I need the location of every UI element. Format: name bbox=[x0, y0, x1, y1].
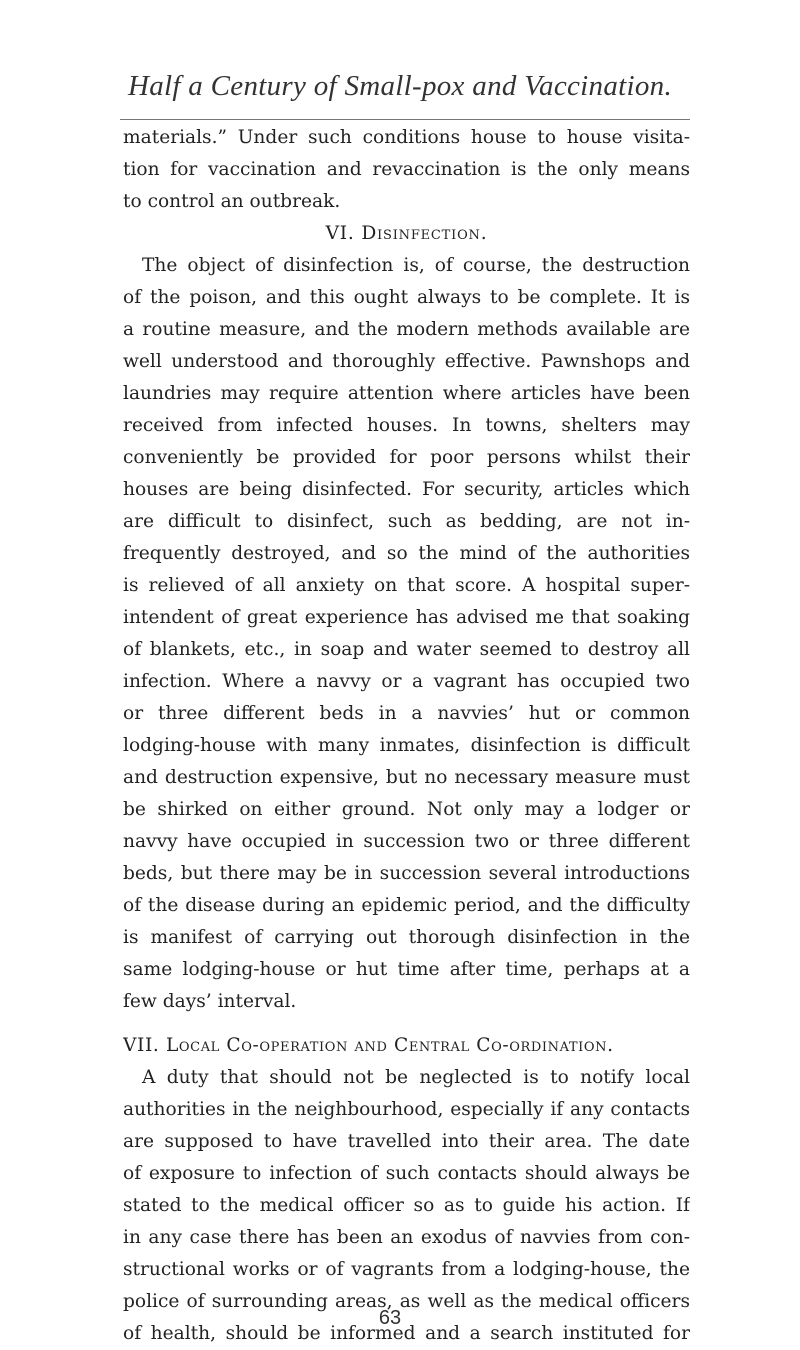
text-line: of health, should be informed and a search instituted for bbox=[123, 1323, 690, 1344]
text-line: The object of disinfection is, of course, the destruction bbox=[142, 255, 690, 276]
text-line: of the disease during an epidemic period, and the difficulty bbox=[123, 895, 690, 916]
text-line: frequently destroyed, and so the mind of the authorities bbox=[123, 543, 690, 564]
text-line: well understood and thoroughly effective. Pawnshops and bbox=[123, 351, 690, 372]
text-line: navvy have occupied in succession two or three different bbox=[123, 831, 690, 852]
section-heading-local-cooperation: VII. Local Co-operation and Central Co-ordination. bbox=[123, 1035, 614, 1056]
text-line: of blankets, etc., in soap and water seemed to destroy all bbox=[123, 639, 690, 660]
text-line: few days’ interval. bbox=[123, 991, 297, 1012]
text-line: lodging-house with many inmates, disinfection is difficult bbox=[123, 735, 690, 756]
text-line: received from infected houses. In towns, shelters may bbox=[123, 415, 690, 436]
text-line: police of surrounding areas, as well as the medical officers bbox=[123, 1291, 690, 1312]
text-line: of the poison, and this ought always to be complete. It is bbox=[123, 287, 690, 308]
running-head: Half a Century of Small-pox and Vaccination. bbox=[128, 70, 672, 102]
text-line: a routine measure, and the modern methods available are bbox=[123, 319, 690, 340]
text-line: structional works or of vagrants from a lodging-house, the bbox=[123, 1259, 690, 1280]
text-line: are supposed to have travelled into their area. The date bbox=[123, 1131, 690, 1152]
text-line: tion for vaccination and revaccination is the only means bbox=[123, 159, 690, 180]
text-line: authorities in the neighbourhood, especially if any contacts bbox=[123, 1099, 690, 1120]
section-heading-disinfection: VI. Disinfection. bbox=[325, 223, 488, 244]
body-text bbox=[123, 122, 690, 1350]
text-line: are difficult to disinfect, such as bedding, are not in- bbox=[123, 511, 690, 532]
text-line: or three different beds in a navvies’ hut or common bbox=[123, 703, 690, 724]
text-line: intendent of great experience has advised me that soaking bbox=[123, 607, 690, 628]
text-line: conveniently be provided for poor persons whilst their bbox=[123, 447, 690, 468]
text-line: infection. Where a navvy or a vagrant has occupied two bbox=[123, 671, 690, 692]
text-line: laundries may require attention where articles have been bbox=[123, 383, 690, 404]
text-line: A duty that should not be neglected is to notify local bbox=[142, 1067, 690, 1088]
text-line: beds, but there may be in succession several introductions bbox=[123, 863, 690, 884]
text-line: is relieved of all anxiety on that score. A hospital super- bbox=[123, 575, 690, 596]
text-line: be shirked on either ground. Not only may a lodger or bbox=[123, 799, 690, 820]
text-line: stated to the medical officer so as to guide his action. If bbox=[123, 1195, 690, 1216]
text-line: houses are being disinfected. For security, articles which bbox=[123, 479, 690, 500]
text-line: materials.” Under such conditions house to house visita- bbox=[123, 127, 690, 148]
page-number: 63 bbox=[378, 1307, 402, 1329]
text-line: in any case there has been an exodus of navvies from con- bbox=[123, 1227, 690, 1248]
text-line: same lodging-house or hut time after time, perhaps at a bbox=[123, 959, 690, 980]
text-line: and destruction expensive, but no necessary measure must bbox=[123, 767, 690, 788]
header-rule bbox=[120, 119, 690, 120]
section-gap bbox=[123, 1018, 690, 1030]
text-line: is manifest of carrying out thorough disinfection in the bbox=[123, 927, 690, 948]
text-line: to control an outbreak. bbox=[123, 191, 341, 212]
text-line: of exposure to infection of such contacts should always be bbox=[123, 1163, 690, 1184]
